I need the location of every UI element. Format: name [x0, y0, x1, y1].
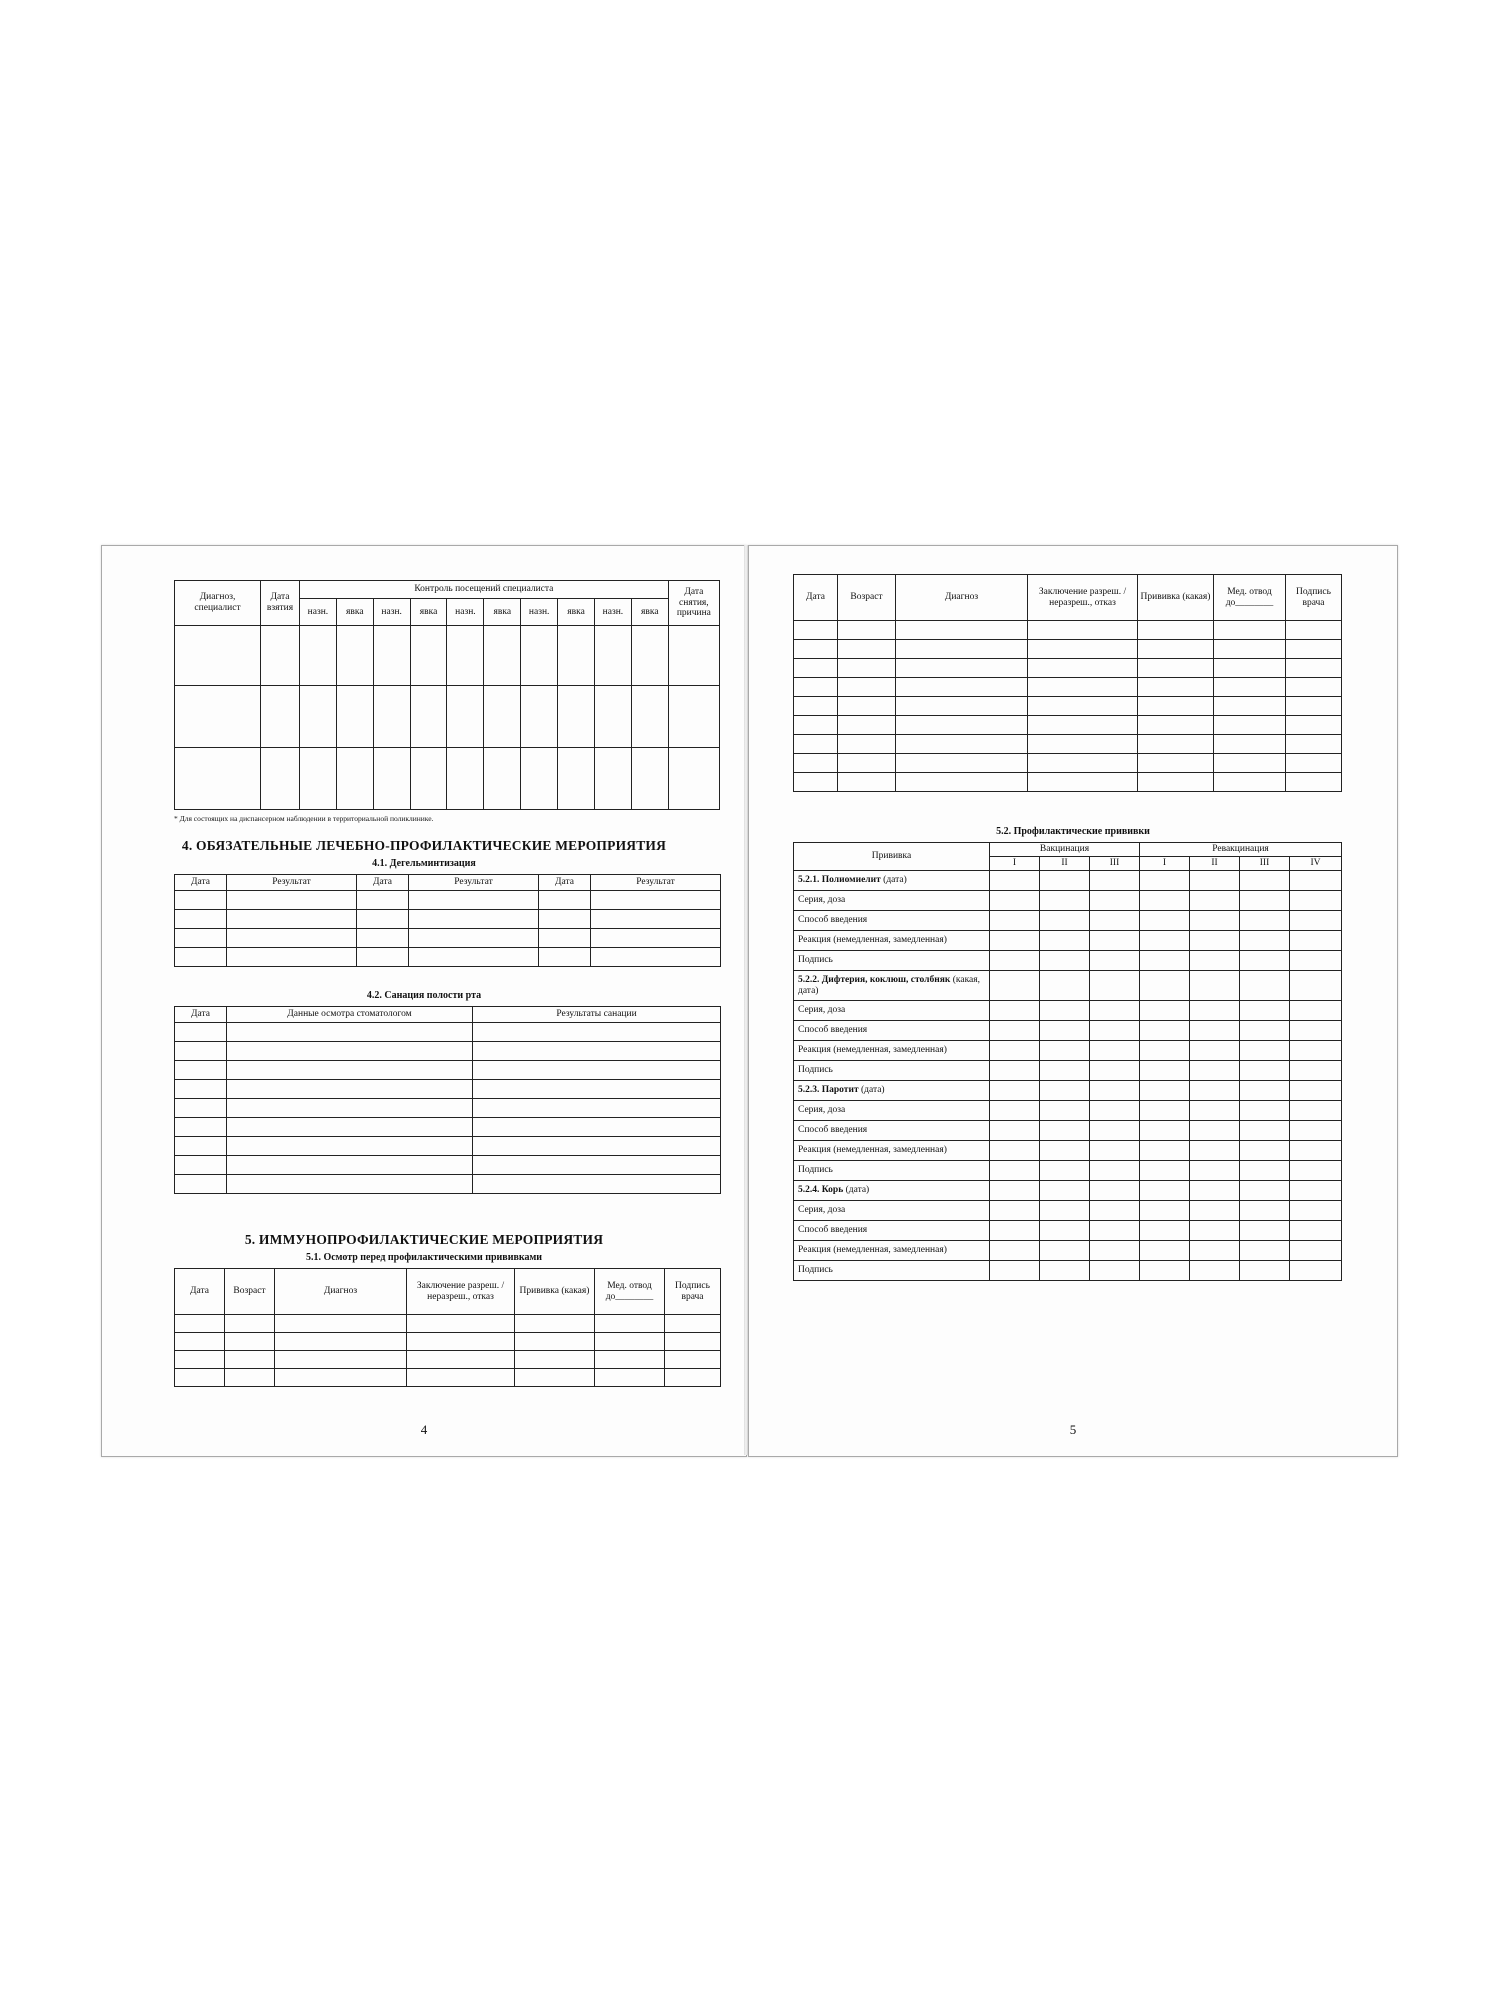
table-cell[interactable]: [1040, 1261, 1090, 1281]
table-cell[interactable]: [1090, 971, 1140, 1001]
table-cell[interactable]: [1140, 891, 1190, 911]
vaccine-group-label: [794, 1081, 990, 1101]
table-cell[interactable]: [1240, 1221, 1290, 1241]
table-cell[interactable]: [1190, 1041, 1240, 1061]
table-cell[interactable]: [990, 1241, 1040, 1261]
table-cell[interactable]: [1040, 911, 1090, 931]
section-5-2-title: 5.2. Профилактические прививки: [996, 826, 1150, 837]
table-cell[interactable]: [1290, 1201, 1342, 1221]
table-cell[interactable]: [1140, 1241, 1190, 1261]
row-label: Подпись: [794, 1161, 990, 1181]
revaccination-stage-4: IV: [1290, 857, 1342, 871]
table-cell[interactable]: [1240, 871, 1290, 891]
table-cell[interactable]: [990, 871, 1040, 891]
table-cell[interactable]: [1090, 1161, 1140, 1181]
col-scheduled: назн.: [521, 599, 558, 626]
section-4-1-title: 4.1. Дегельминтизация: [372, 858, 476, 869]
col-conclusion: Заключение разреш. / неразреш., отказ: [407, 1269, 515, 1315]
table-cell[interactable]: [175, 910, 227, 929]
row-label: Способ введения: [794, 1021, 990, 1041]
table-cell[interactable]: [1090, 1021, 1140, 1041]
table-cell[interactable]: [1140, 1161, 1190, 1181]
section-5-1-title: 5.1. Осмотр перед профилактическими прививками: [305, 1252, 543, 1263]
table-cell[interactable]: [1190, 1181, 1240, 1201]
table-cell[interactable]: [1040, 1061, 1090, 1081]
table-cell[interactable]: [175, 948, 227, 967]
table-cell[interactable]: [1140, 1141, 1190, 1161]
col-age: Возраст: [225, 1269, 275, 1315]
pre-vaccination-exam-table: [174, 1268, 721, 1387]
vaccine-group-suffix: (дата): [880, 875, 907, 886]
pre-vaccination-exam-table-continued: [793, 574, 1342, 792]
section-4-title: 4. ОБЯЗАТЕЛЬНЫЕ ЛЕЧЕБНО-ПРОФИЛАКТИЧЕСКИЕ МЕРОПРИЯТИЯ: [181, 838, 667, 853]
row-label: Реакция (немедленная, замедленная): [794, 1241, 990, 1261]
table-cell[interactable]: [1240, 1001, 1290, 1021]
table-cell[interactable]: [1290, 1101, 1342, 1121]
table-cell[interactable]: [1090, 951, 1140, 971]
col-attended: явка: [631, 599, 668, 626]
row-label: Серия, доза: [794, 891, 990, 911]
table-cell[interactable]: [1190, 871, 1240, 891]
table-cell[interactable]: [1040, 1041, 1090, 1061]
table-cell[interactable]: [1290, 971, 1342, 1001]
table-cell[interactable]: [990, 1101, 1040, 1121]
table-cell[interactable]: [1040, 1141, 1090, 1161]
table-cell[interactable]: [1140, 1041, 1190, 1061]
row-label: Подпись: [794, 1061, 990, 1081]
vaccine-group-suffix: (дата): [843, 1185, 870, 1196]
table-cell[interactable]: [794, 659, 838, 678]
table-cell[interactable]: [990, 951, 1040, 971]
table-cell[interactable]: [990, 1141, 1040, 1161]
table-cell[interactable]: [175, 891, 227, 910]
table-cell[interactable]: [1190, 951, 1240, 971]
table-cell[interactable]: [990, 1261, 1040, 1281]
table-cell[interactable]: [1040, 1241, 1090, 1261]
table-cell[interactable]: [1190, 1241, 1240, 1261]
table-cell[interactable]: [1140, 1081, 1190, 1101]
table-cell[interactable]: [1190, 1141, 1240, 1161]
row-label: Реакция (немедленная, замедленная): [794, 931, 990, 951]
table-cell[interactable]: [1040, 1101, 1090, 1121]
page-number: 5: [1069, 1422, 1077, 1437]
table-cell[interactable]: [175, 1175, 227, 1194]
table-cell[interactable]: [1040, 971, 1090, 1001]
table-cell[interactable]: [1240, 1101, 1290, 1121]
col-vaccine: Прививка: [794, 843, 990, 871]
table-cell[interactable]: [1140, 1021, 1190, 1041]
table-cell[interactable]: [175, 686, 261, 748]
table-cell[interactable]: [1290, 1081, 1342, 1101]
vaccine-group-row: [794, 971, 1342, 1001]
table-cell[interactable]: [990, 1001, 1040, 1021]
table-cell[interactable]: [1040, 1021, 1090, 1041]
table-cell[interactable]: [175, 1023, 227, 1042]
table-cell[interactable]: [1290, 891, 1342, 911]
table-cell[interactable]: [1090, 1041, 1140, 1061]
table-cell[interactable]: [794, 640, 838, 659]
right-page: [748, 545, 1398, 1457]
col-vaccine: Прививка (какая): [1138, 575, 1214, 621]
table-cell[interactable]: [1140, 871, 1190, 891]
row-label: Способ введения: [794, 1221, 990, 1241]
table-cell[interactable]: [1290, 951, 1342, 971]
table-cell[interactable]: [175, 748, 261, 810]
table-cell[interactable]: [1190, 1001, 1240, 1021]
table-cell[interactable]: [1190, 911, 1240, 931]
table-cell[interactable]: [794, 773, 838, 792]
table-cell[interactable]: [1040, 1181, 1090, 1201]
table-cell[interactable]: [1140, 1121, 1190, 1141]
table-cell[interactable]: [1240, 1241, 1290, 1261]
table-cell[interactable]: [1090, 1101, 1140, 1121]
col-attended: явка: [410, 599, 447, 626]
table-cell[interactable]: [1090, 1201, 1140, 1221]
table-cell[interactable]: [175, 1351, 225, 1369]
table-cell[interactable]: [1240, 891, 1290, 911]
vaccine-detail-row: [794, 1241, 1342, 1261]
col-date: Дата: [539, 875, 591, 891]
vaccine-group-label: [794, 1181, 990, 1201]
table-cell[interactable]: [1090, 1221, 1140, 1241]
col-scheduled: назн.: [447, 599, 484, 626]
col-attended: явка: [484, 599, 521, 626]
row-label: Подпись: [794, 951, 990, 971]
table-cell[interactable]: [1090, 931, 1140, 951]
section-5-title: 5. ИММУНОПРОФИЛАКТИЧЕСКИЕ МЕРОПРИЯТИЯ: [244, 1232, 604, 1247]
table-cell[interactable]: [1240, 951, 1290, 971]
col-result: Результат: [227, 875, 357, 891]
col-visit-control: Контроль посещений специалиста: [299, 581, 668, 599]
table-cell[interactable]: [1090, 1261, 1140, 1281]
table-cell[interactable]: [1140, 931, 1190, 951]
table-cell[interactable]: [1240, 1261, 1290, 1281]
table-cell[interactable]: [1040, 1081, 1090, 1101]
row-label: Серия, доза: [794, 1001, 990, 1021]
table-cell[interactable]: [1290, 1121, 1342, 1141]
table-cell[interactable]: [1140, 951, 1190, 971]
col-doctor-signature: Подпись врача: [1286, 575, 1342, 621]
table-cell[interactable]: [1090, 1061, 1140, 1081]
table-cell[interactable]: [1040, 871, 1090, 891]
table-cell[interactable]: [1140, 1261, 1190, 1281]
left-page: [101, 545, 747, 1457]
table-cell[interactable]: [1240, 971, 1290, 1001]
table-cell[interactable]: [1140, 1201, 1190, 1221]
col-dentist-exam: Данные осмотра стоматологом: [227, 1007, 473, 1023]
footnote: * Для состоящих на диспансерном наблюдении в территориальной поликлинике.: [174, 814, 434, 823]
vaccination-stage-3: III: [1090, 857, 1140, 871]
row-label: Подпись: [794, 1261, 990, 1281]
table-cell[interactable]: [1090, 1121, 1140, 1141]
table-cell[interactable]: [175, 626, 261, 686]
col-date: Дата: [175, 875, 227, 891]
table-cell[interactable]: [1290, 931, 1342, 951]
vaccine-detail-row: [794, 1001, 1342, 1021]
table-cell[interactable]: [990, 1161, 1040, 1181]
vaccination-stage-1: I: [990, 857, 1040, 871]
table-cell[interactable]: [1290, 1061, 1342, 1081]
table-cell[interactable]: [1090, 1241, 1140, 1261]
table-cell[interactable]: [1190, 1161, 1240, 1181]
table-cell[interactable]: [175, 1118, 227, 1137]
col-vaccine: Прививка (какая): [515, 1269, 595, 1315]
table-cell[interactable]: [1090, 911, 1140, 931]
table-cell[interactable]: [1190, 1081, 1240, 1101]
vaccine-detail-row: [794, 931, 1342, 951]
page-number: 4: [420, 1422, 428, 1437]
col-diagnosis: Диагноз: [275, 1269, 407, 1315]
table-cell[interactable]: [175, 929, 227, 948]
table-cell[interactable]: [1140, 1101, 1190, 1121]
col-age: Возраст: [838, 575, 896, 621]
vaccine-group-title: 5.2.4. Корь: [798, 1185, 844, 1196]
col-medical-exemption: Мед. отвод до________: [1214, 575, 1286, 621]
col-medical-exemption: Мед. отвод до________: [595, 1269, 665, 1315]
table-cell[interactable]: [1190, 1201, 1240, 1221]
table-cell[interactable]: [1240, 1021, 1290, 1041]
table-cell[interactable]: [990, 911, 1040, 931]
vaccine-detail-row: [794, 911, 1342, 931]
table-cell[interactable]: [1190, 1221, 1240, 1241]
table-cell[interactable]: [1190, 1121, 1240, 1141]
table-cell[interactable]: [1240, 911, 1290, 931]
revaccination-stage-2: II: [1190, 857, 1240, 871]
table-cell[interactable]: [794, 716, 838, 735]
revaccination-stage-1: I: [1140, 857, 1190, 871]
table-cell[interactable]: [175, 1369, 225, 1387]
table-cell[interactable]: [794, 697, 838, 716]
table-cell[interactable]: [990, 931, 1040, 951]
vaccinations-table: [793, 842, 1342, 1281]
table-cell[interactable]: [1140, 971, 1190, 1001]
vaccine-group-row: [794, 1181, 1342, 1201]
vaccine-detail-row: [794, 1161, 1342, 1181]
table-cell[interactable]: [1040, 931, 1090, 951]
table-cell[interactable]: [794, 754, 838, 773]
col-scheduled: назн.: [373, 599, 410, 626]
table-cell[interactable]: [1290, 1001, 1342, 1021]
vaccination-stage-2: II: [1040, 857, 1090, 871]
visits-control-table: [174, 580, 720, 810]
vaccine-detail-row: [794, 1021, 1342, 1041]
table-cell[interactable]: [1090, 1181, 1140, 1201]
table-cell[interactable]: [1240, 1141, 1290, 1161]
col-date-removed: Дата снятия, причина: [668, 581, 719, 626]
table-cell[interactable]: [1090, 1001, 1140, 1021]
table-cell[interactable]: [1040, 951, 1090, 971]
table-cell[interactable]: [1240, 1081, 1290, 1101]
table-cell[interactable]: [1090, 871, 1140, 891]
col-conclusion: Заключение разреш. / неразреш., отказ: [1028, 575, 1138, 621]
vaccine-group-label: [794, 971, 990, 1001]
table-cell[interactable]: [175, 1061, 227, 1080]
table-cell[interactable]: [990, 1081, 1040, 1101]
table-cell[interactable]: [175, 1315, 225, 1333]
table-cell[interactable]: [1290, 1221, 1342, 1241]
table-cell[interactable]: [175, 1137, 227, 1156]
vaccine-group-row: [794, 871, 1342, 891]
deworming-table: [174, 874, 721, 967]
table-cell[interactable]: [1240, 1161, 1290, 1181]
table-cell[interactable]: [990, 1221, 1040, 1241]
col-attended: явка: [558, 599, 595, 626]
table-cell[interactable]: [175, 1156, 227, 1175]
table-cell[interactable]: [1290, 1181, 1342, 1201]
table-cell[interactable]: [1190, 1101, 1240, 1121]
col-date: Дата: [175, 1269, 225, 1315]
col-date-taken: Дата взятия: [261, 581, 300, 626]
table-cell[interactable]: [1040, 891, 1090, 911]
table-cell[interactable]: [1090, 1081, 1140, 1101]
table-cell[interactable]: [1040, 1221, 1090, 1241]
table-cell[interactable]: [1190, 891, 1240, 911]
col-vaccination: Вакцинация: [990, 843, 1140, 857]
table-cell[interactable]: [1040, 1161, 1090, 1181]
table-cell[interactable]: [1290, 871, 1342, 891]
table-cell[interactable]: [1040, 1121, 1090, 1141]
table-cell[interactable]: [1190, 1061, 1240, 1081]
col-date: Дата: [175, 1007, 227, 1023]
col-doctor-signature: Подпись врача: [665, 1269, 721, 1315]
table-cell[interactable]: [175, 1042, 227, 1061]
vaccine-detail-row: [794, 1101, 1342, 1121]
vaccine-detail-row: [794, 891, 1342, 911]
col-date: Дата: [357, 875, 409, 891]
table-cell[interactable]: [1290, 1241, 1342, 1261]
vaccine-group-label: [794, 871, 990, 891]
vaccine-group-title: 5.2.3. Паротит: [798, 1085, 859, 1096]
col-scheduled: назн.: [299, 599, 336, 626]
vaccine-detail-row: [794, 1141, 1342, 1161]
table-cell[interactable]: [1140, 1061, 1190, 1081]
table-cell[interactable]: [1190, 931, 1240, 951]
table-cell[interactable]: [990, 1121, 1040, 1141]
table-cell[interactable]: [1240, 931, 1290, 951]
table-cell[interactable]: [1290, 1141, 1342, 1161]
table-cell[interactable]: [175, 1080, 227, 1099]
table-cell[interactable]: [1240, 1061, 1290, 1081]
table-cell[interactable]: [1290, 1021, 1342, 1041]
table-cell[interactable]: [990, 1021, 1040, 1041]
table-cell[interactable]: [1140, 911, 1190, 931]
table-cell[interactable]: [990, 971, 1040, 1001]
vaccine-group-title: 5.2.2. Дифтерия, коклюш, столбняк: [798, 974, 951, 985]
row-label: Способ введения: [794, 1121, 990, 1141]
revaccination-stage-3: III: [1240, 857, 1290, 871]
table-cell[interactable]: [175, 1333, 225, 1351]
col-scheduled: назн.: [594, 599, 631, 626]
section-4-2-title: 4.2. Санация полости рта: [366, 990, 482, 1001]
vaccine-detail-row: [794, 1221, 1342, 1241]
table-cell[interactable]: [175, 1099, 227, 1118]
row-label: Реакция (немедленная, замедленная): [794, 1141, 990, 1161]
table-cell[interactable]: [1140, 1001, 1190, 1021]
vaccine-detail-row: [794, 1061, 1342, 1081]
col-sanitation-results: Результаты санации: [473, 1007, 721, 1023]
col-diagnosis-specialist: Диагноз, специалист: [175, 581, 261, 626]
table-cell[interactable]: [1290, 911, 1342, 931]
vaccine-detail-row: [794, 1041, 1342, 1061]
table-cell[interactable]: [1040, 1001, 1090, 1021]
table-cell[interactable]: [1290, 1261, 1342, 1281]
table-cell[interactable]: [794, 621, 838, 640]
col-date: Дата: [794, 575, 838, 621]
col-result: Результат: [409, 875, 539, 891]
table-cell[interactable]: [1190, 1261, 1240, 1281]
row-label: Способ введения: [794, 911, 990, 931]
table-cell[interactable]: [1190, 1021, 1240, 1041]
table-cell[interactable]: [990, 1181, 1040, 1201]
row-label: Серия, доза: [794, 1201, 990, 1221]
table-cell[interactable]: [990, 891, 1040, 911]
table-cell[interactable]: [1090, 1141, 1140, 1161]
vaccine-detail-row: [794, 951, 1342, 971]
table-cell[interactable]: [794, 678, 838, 697]
row-label: Реакция (немедленная, замедленная): [794, 1041, 990, 1061]
row-label: Серия, доза: [794, 1101, 990, 1121]
vaccine-group-title: 5.2.1. Полиомиелит: [798, 875, 881, 886]
table-cell[interactable]: [1090, 891, 1140, 911]
table-cell[interactable]: [1290, 1041, 1342, 1061]
table-cell[interactable]: [1240, 1041, 1290, 1061]
table-cell[interactable]: [1040, 1201, 1090, 1221]
table-cell[interactable]: [1240, 1121, 1290, 1141]
table-cell[interactable]: [1240, 1181, 1290, 1201]
vaccine-group-suffix: (какая, дата): [798, 974, 981, 996]
table-cell[interactable]: [1140, 1181, 1190, 1201]
table-cell[interactable]: [990, 1061, 1040, 1081]
vaccine-detail-row: [794, 1261, 1342, 1281]
vaccine-group-suffix: (дата): [858, 1085, 885, 1096]
table-cell[interactable]: [1240, 1201, 1290, 1221]
vaccine-detail-row: [794, 1121, 1342, 1141]
col-diagnosis: Диагноз: [896, 575, 1028, 621]
table-cell[interactable]: [1290, 1161, 1342, 1181]
table-cell[interactable]: [990, 1041, 1040, 1061]
table-cell[interactable]: [794, 735, 838, 754]
col-revaccination: Ревакцинация: [1140, 843, 1342, 857]
table-cell[interactable]: [1140, 1221, 1190, 1241]
table-cell[interactable]: [1190, 971, 1240, 1001]
table-cell[interactable]: [990, 1201, 1040, 1221]
col-result: Результат: [591, 875, 721, 891]
vaccine-detail-row: [794, 1201, 1342, 1221]
col-attended: явка: [336, 599, 373, 626]
vaccine-group-row: [794, 1081, 1342, 1101]
oral-sanitation-table: [174, 1006, 721, 1194]
